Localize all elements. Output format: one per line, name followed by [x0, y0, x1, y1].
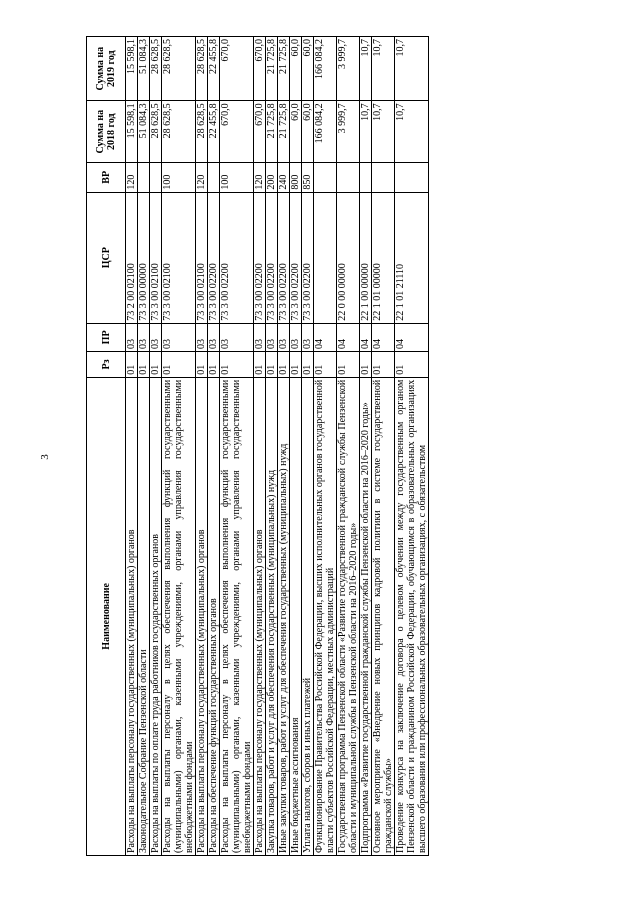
cell-sum-2018: 10,7	[395, 101, 429, 163]
cell-rz: 01	[290, 352, 302, 378]
cell-sum-2018: 21 725,8	[278, 101, 290, 163]
table-row	[220, 37, 254, 856]
cell-pr: 04	[372, 323, 395, 351]
cell-name: Расходы на выплаты персоналу государственных (муниципальных) органов	[126, 377, 138, 855]
cell-pr: 03	[220, 323, 254, 351]
table-body	[126, 37, 429, 856]
cell-name: Иные закупки товаров, работ и услуг для обеспечения государственных (муниципальных) нужд	[278, 377, 290, 855]
cell-rz: 01	[162, 352, 196, 378]
cell-sum-2019: 60,0	[290, 37, 302, 101]
cell-rz: 01	[266, 352, 278, 378]
cell-pr: 04	[360, 323, 372, 351]
cell-csr: 22 0 00 00000	[337, 192, 360, 323]
cell-sum-2018: 10,7	[360, 101, 372, 163]
cell-rz: 01	[360, 352, 372, 378]
cell-vr	[150, 163, 162, 193]
cell-vr: 100	[220, 163, 254, 193]
cell-name: Расходы на выплаты по оплате труда работников государственных органов	[150, 377, 162, 855]
cell-rz: 01	[372, 352, 395, 378]
cell-vr	[372, 163, 395, 193]
cell-sum-2019: 21 725,8	[278, 37, 290, 101]
cell-vr: 100	[162, 163, 196, 193]
cell-csr	[314, 192, 337, 323]
table-row	[162, 37, 196, 856]
cell-sum-2019: 28 628,5	[196, 37, 208, 101]
cell-rz: 01	[302, 352, 314, 378]
cell-sum-2018: 670,0	[254, 101, 266, 163]
cell-name: Расходы на обеспечение функций государственных органов	[208, 377, 220, 855]
cell-sum-2019: 28 628,5	[150, 37, 162, 101]
cell-pr: 03	[266, 323, 278, 351]
cell-vr	[360, 163, 372, 193]
rotated-page-content	[86, 36, 606, 856]
cell-vr: 850	[302, 163, 314, 193]
table-row	[290, 37, 302, 856]
cell-csr: 73 3 00 02200	[220, 192, 254, 323]
cell-rz: 01	[278, 352, 290, 378]
cell-sum-2019: 10,7	[360, 37, 372, 101]
header-sum-2018: Сумма на 2018 год	[87, 101, 126, 163]
cell-pr: 04	[314, 323, 337, 351]
cell-name: Иные бюджетные ассигнования	[290, 377, 302, 855]
cell-sum-2018: 3 999,7	[337, 101, 360, 163]
header-rz: Рз	[87, 352, 126, 378]
cell-rz: 01	[126, 352, 138, 378]
cell-rz: 01	[254, 352, 266, 378]
cell-vr	[395, 163, 429, 193]
cell-sum-2019: 60,0	[302, 37, 314, 101]
cell-vr: 800	[290, 163, 302, 193]
cell-sum-2018: 22 455,8	[208, 101, 220, 163]
cell-csr: 22 1 00 00000	[360, 192, 372, 323]
budget-table	[86, 36, 429, 856]
cell-name: Расходы на выплаты персоналу государственных (муниципальных) органов	[254, 377, 266, 855]
table-row	[278, 37, 290, 856]
cell-csr: 73 3 00 02200	[254, 192, 266, 323]
cell-csr: 73 3 00 02100	[196, 192, 208, 323]
cell-name: Закупка товаров, работ и услуг для обеспечения государственных (муниципальных) нужд	[266, 377, 278, 855]
cell-sum-2018: 670,0	[220, 101, 254, 163]
cell-rz: 01	[138, 352, 150, 378]
cell-name: Государственная программа Пензенской области «Развитие государственной гражданской службы Пензенской области и муниципальной службы в Пензенской области на 2016–2020 годы»	[337, 377, 360, 855]
cell-sum-2019: 3 999,7	[337, 37, 360, 101]
cell-name: Расходы на выплаты персоналу в целях обеспечения выполнения функций государственными (муниципальными) органами, казенными учреждениями, органами управления государственными внебюджетными фондами	[220, 377, 254, 855]
cell-name: Уплата налогов, сборов и иных платежей	[302, 377, 314, 855]
table-row	[254, 37, 266, 856]
cell-name: Функционирование Правительства Российской Федерации, высших исполнительных органов государственной власти субъектов Российской Федерации, местных администраций	[314, 377, 337, 855]
cell-csr: 73 3 00 02200	[208, 192, 220, 323]
table-row	[395, 37, 429, 856]
cell-name: Проведение конкурса на заключение договора о целевом обучении между государственным органом Пензенской области и гражданином Российской Федерации, обучающимся в образовательных организациях высшего образования или профессиональных образовательных организациях, с обязательством	[395, 377, 429, 855]
table-header-row	[87, 37, 126, 856]
cell-rz: 01	[314, 352, 337, 378]
cell-sum-2019: 166 084,2	[314, 37, 337, 101]
cell-rz: 01	[337, 352, 360, 378]
cell-rz: 01	[150, 352, 162, 378]
cell-sum-2019: 28 628,5	[162, 37, 196, 101]
cell-csr: 22 1 01 00000	[372, 192, 395, 323]
cell-sum-2018: 21 725,8	[266, 101, 278, 163]
cell-csr: 73 3 00 00000	[138, 192, 150, 323]
cell-sum-2018: 60,0	[290, 101, 302, 163]
table-row	[360, 37, 372, 856]
cell-rz: 01	[220, 352, 254, 378]
cell-sum-2019: 21 725,8	[266, 37, 278, 101]
cell-pr: 03	[150, 323, 162, 351]
table-row	[126, 37, 138, 856]
cell-rz: 01	[395, 352, 429, 378]
cell-name: Основное мероприятие «Внедрение новых принципов кадровой политики в системе государственной гражданской службы»	[372, 377, 395, 855]
cell-pr: 03	[278, 323, 290, 351]
cell-sum-2018: 51 084,3	[138, 101, 150, 163]
cell-csr: 22 1 01 21110	[395, 192, 429, 323]
cell-pr: 03	[290, 323, 302, 351]
cell-vr	[337, 163, 360, 193]
cell-vr	[208, 163, 220, 193]
cell-sum-2018: 15 598,1	[126, 101, 138, 163]
cell-pr: 03	[302, 323, 314, 351]
table-row	[208, 37, 220, 856]
cell-name: Расходы на выплаты персоналу в целях обеспечения выполнения функций государственными (муниципальными) органами, казенными учреждениями, органами управления государственными внебюджетными фондами	[162, 377, 196, 855]
cell-sum-2018: 28 628,5	[150, 101, 162, 163]
cell-csr: 73 3 00 02200	[290, 192, 302, 323]
header-sum-2019: Сумма на 2019 год	[87, 37, 126, 101]
header-pr: ПР	[87, 323, 126, 351]
table-row	[196, 37, 208, 856]
cell-csr: 73 3 00 02200	[302, 192, 314, 323]
cell-pr: 04	[395, 323, 429, 351]
cell-pr: 03	[138, 323, 150, 351]
table-row	[372, 37, 395, 856]
cell-sum-2019: 670,0	[254, 37, 266, 101]
cell-vr: 120	[126, 163, 138, 193]
cell-vr: 120	[196, 163, 208, 193]
cell-sum-2018: 166 084,2	[314, 101, 337, 163]
table-row	[266, 37, 278, 856]
cell-sum-2019: 15 598,1	[126, 37, 138, 101]
cell-rz: 01	[196, 352, 208, 378]
table-row	[314, 37, 337, 856]
cell-rz: 01	[208, 352, 220, 378]
cell-vr: 240	[278, 163, 290, 193]
table-row	[138, 37, 150, 856]
cell-sum-2018: 10,7	[372, 101, 395, 163]
cell-sum-2018: 60,0	[302, 101, 314, 163]
header-csr: ЦСР	[87, 192, 126, 323]
cell-csr: 73 3 00 02200	[266, 192, 278, 323]
cell-vr	[138, 163, 150, 193]
cell-pr: 03	[254, 323, 266, 351]
cell-sum-2018: 28 628,5	[162, 101, 196, 163]
cell-vr	[314, 163, 337, 193]
cell-pr: 03	[162, 323, 196, 351]
cell-pr: 03	[126, 323, 138, 351]
cell-name: Законодательное Собрание Пензенской области	[138, 377, 150, 855]
cell-csr: 73 3 00 02200	[278, 192, 290, 323]
cell-sum-2019: 51 084,3	[138, 37, 150, 101]
cell-csr: 73 2 00 02100	[126, 192, 138, 323]
header-vr: ВР	[87, 163, 126, 193]
header-name: Наименование	[87, 377, 126, 855]
table-row	[302, 37, 314, 856]
cell-csr: 73 3 00 02100	[162, 192, 196, 323]
table-row	[150, 37, 162, 856]
cell-sum-2019: 22 455,8	[208, 37, 220, 101]
cell-pr: 03	[196, 323, 208, 351]
cell-name: Подпрограмма «Развитие государственной гражданской службы Пензенской области на 2016–2020 годы»	[360, 377, 372, 855]
cell-sum-2019: 10,7	[395, 37, 429, 101]
cell-pr: 04	[337, 323, 360, 351]
cell-csr: 73 3 00 02100	[150, 192, 162, 323]
cell-vr: 200	[266, 163, 278, 193]
cell-pr: 03	[208, 323, 220, 351]
table-row	[337, 37, 360, 856]
cell-vr: 120	[254, 163, 266, 193]
cell-sum-2019: 10,7	[372, 37, 395, 101]
page-number: 3	[39, 454, 51, 460]
cell-sum-2018: 28 628,5	[196, 101, 208, 163]
cell-sum-2019: 670,0	[220, 37, 254, 101]
cell-name: Расходы на выплаты персоналу государственных (муниципальных) органов	[196, 377, 208, 855]
